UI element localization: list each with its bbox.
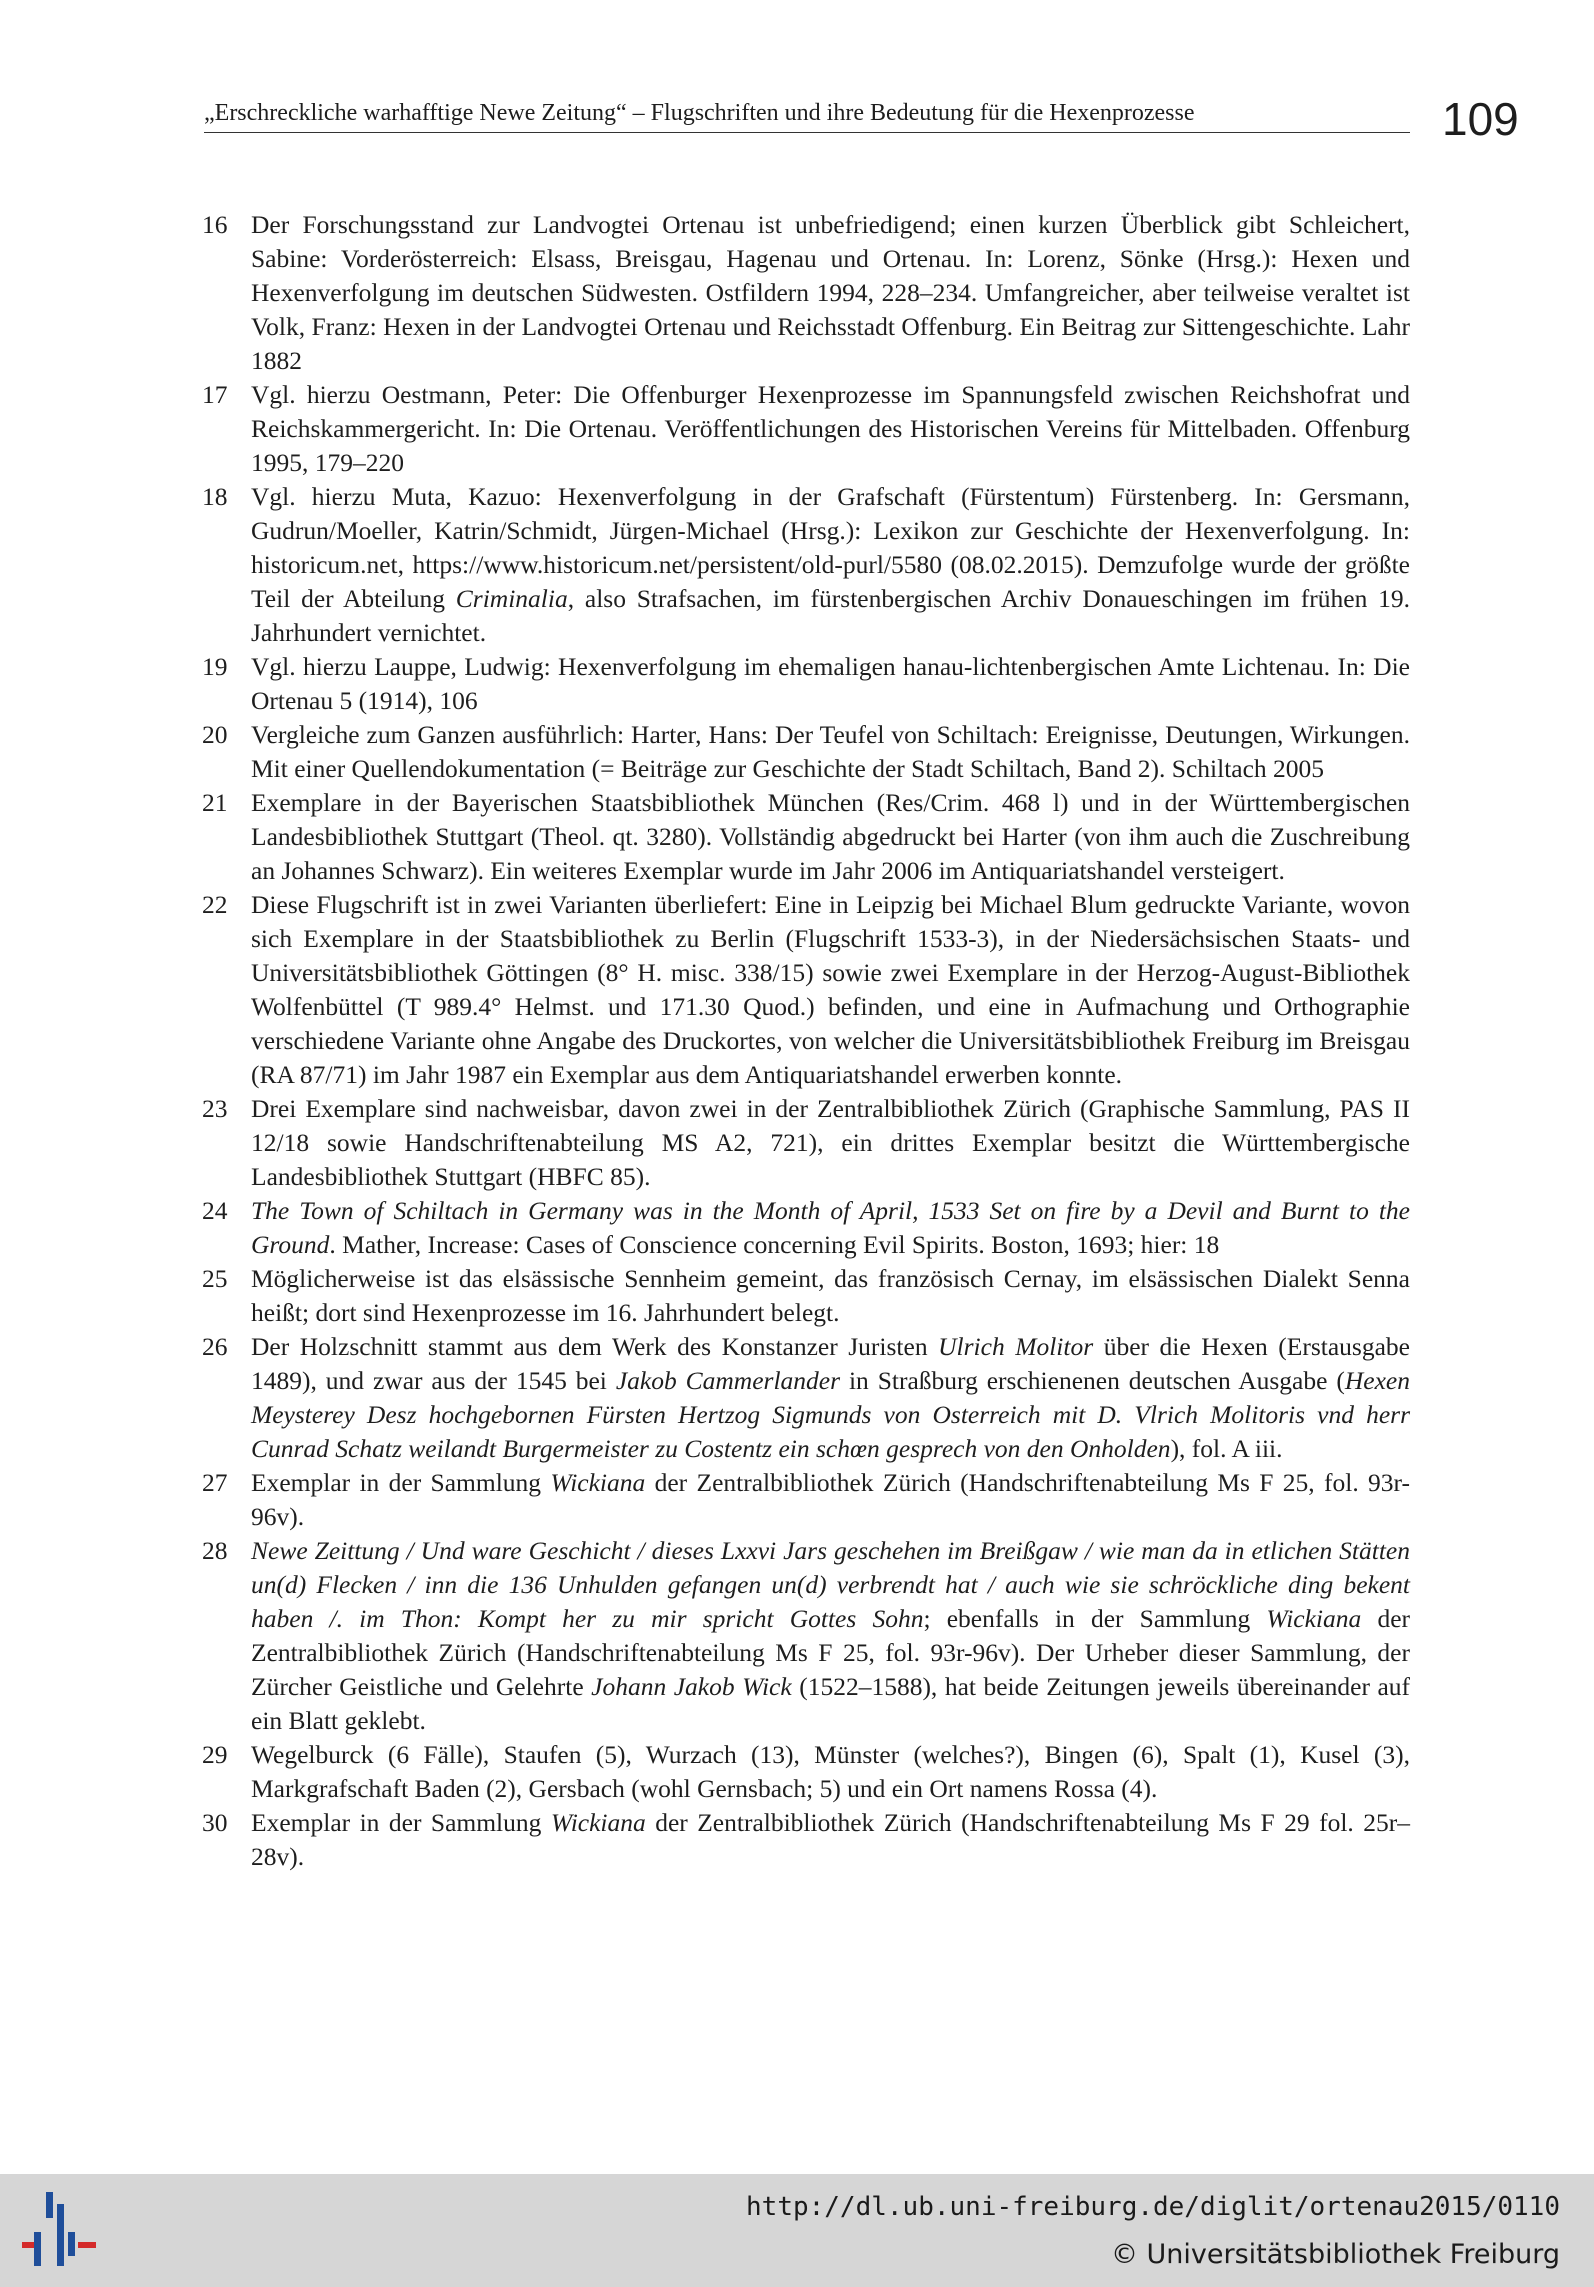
footnote-number: 29: [202, 1740, 228, 1769]
footnote-number: 23: [202, 1094, 228, 1123]
footnote-italic-segment: Ulrich Molitor: [938, 1332, 1094, 1361]
footnote: [202, 480, 1410, 650]
footnote-text: [251, 1536, 1410, 1735]
footnote-number: 28: [202, 1536, 228, 1565]
running-title: „Erschreckliche warhafftige Newe Zeitung“ – Flugschriften und ihre Bedeutung für die Hexenprozesse: [204, 98, 1410, 133]
footnote-text: [251, 890, 1410, 1089]
footnote-number: 25: [202, 1264, 228, 1293]
footnote-italic-segment: The Town of Schiltach in Germany was in the Month of April, 1533 Set on fire by a Devil and Burnt to the Ground: [251, 1196, 1410, 1259]
footnote: [202, 1738, 1410, 1806]
footnote-segment: Vergleiche zum Ganzen ausführlich: Harter, Hans: Der Teufel von Schiltach: Ereignisse, Deutungen, Wirkungen. Mit einer Quellendokumentation (= Beiträge zur Geschichte der Stadt Schiltach, Band 2). Schiltach 2005: [251, 720, 1410, 783]
footer-bar: [0, 2174, 1594, 2287]
footnote: [202, 378, 1410, 480]
footnote-segment: ), fol. A iii.: [1170, 1434, 1283, 1463]
footnote-segment: Exemplar in der Sammlung: [251, 1468, 551, 1497]
footnote-number: 21: [202, 788, 228, 817]
library-logo-icon: [20, 2190, 100, 2270]
footnote-italic-segment: Johann Jakob Wick: [591, 1672, 792, 1701]
footnote-segment: ; ebenfalls in der Sammlung: [923, 1604, 1267, 1633]
footnote-number: 26: [202, 1332, 228, 1361]
footnote-number: 30: [202, 1808, 228, 1837]
footnote: [202, 1262, 1410, 1330]
footnote-segment: der Zentralbibliothek Zürich (Handschriftenabteilung Ms F 25, fol. 93r-96v). Der Urheber dieser Sammlung, der Zürcher Geistliche und Gelehrte: [251, 1604, 1411, 1701]
footnote-segment: (1522–1588), hat beide Zeitungen jeweils übereinander auf ein Blatt geklebt.: [251, 1672, 1410, 1735]
footnote: [202, 208, 1410, 378]
footnote-segment: Wegelburck (6 Fälle), Staufen (5), Wurzach (13), Münster (welches?), Bingen (6), Spalt (1), Kusel (3), Markgrafschaft Baden (2), Gersbach (wohl Gernsbach; 5) und ein Ort namens Rossa (4).: [251, 1740, 1410, 1803]
footnote: [202, 888, 1410, 1092]
footnote-segment: Der Forschungsstand zur Landvogtei Ortenau ist unbefriedigend; einen kurzen Überblick gibt Schleichert, Sabine: Vorderösterreich: Elsass, Breisgau, Hagenau und Ortenau. In: Lorenz, Sönke (Hrsg.): Hexen und Hexenverfolgung im deutschen Südwesten. Ostfildern 1994, 228–234. Umfangreicher, aber teilweise veraltet ist Volk, Franz: Hexen in der Landvogtei Ortenau und Reichsstadt Offenburg. Ein Beitrag zur Sittengeschichte. Lahr 1882: [251, 210, 1410, 375]
footnote-number: 20: [202, 720, 228, 749]
footnote: [202, 650, 1410, 718]
footnote: [202, 1466, 1410, 1534]
footnote-segment: Drei Exemplare sind nachweisbar, davon zwei in der Zentralbibliothek Zürich (Graphische Sammlung, PAS II 12/18 sowie Handschriftenabteilung MS A2, 721), ein drittes Exemplar besitzt die Württembergische Landesbibliothek Stuttgart (HBFC 85).: [251, 1094, 1410, 1191]
footer-copyright: © Universitätsbibliothek Freiburg: [1110, 2239, 1560, 2270]
footnote-number: 17: [202, 380, 228, 409]
footnote-text: [251, 720, 1410, 783]
footnote-segment: in Straßburg erschienenen deutschen Ausgabe (: [840, 1366, 1345, 1395]
page-number: 109: [1442, 93, 1519, 145]
footnote: [202, 1194, 1410, 1262]
footnote-text: [251, 1264, 1410, 1327]
footnote-text: [251, 482, 1410, 647]
footnote-number: 27: [202, 1468, 228, 1497]
footnote: [202, 718, 1410, 786]
footnote-italic-segment: Jakob Cammerlander: [615, 1366, 841, 1395]
footnote-segment: über die Hexen (Erstausgabe 1489), und zwar aus der 1545 bei: [251, 1332, 1410, 1395]
footnote-text: [251, 380, 1410, 477]
footnote-italic-segment: Wickiana: [550, 1468, 646, 1497]
footnote-number: 16: [202, 210, 228, 239]
footnote-italic-segment: Newe Zeittung / Und ware Geschicht / dieses Lxxvi Jars geschehen im Breißgaw / wie man da in etlichen Stätten un(d) Flecken / inn die 136 Unhulden gefangen un(d) verbrendt hat / auch wie sie schröckliche ding bekent haben /. im Thon: Kompt her zu mir spricht Gottes Sohn: [251, 1536, 1410, 1633]
footnote-number: 22: [202, 890, 228, 919]
footnote-number: 18: [202, 482, 228, 511]
footnote-italic-segment: Wickiana: [1266, 1604, 1362, 1633]
footnote-text: [251, 1468, 1410, 1531]
footnote-segment: . Mather, Increase: Cases of Conscience concerning Evil Spirits. Boston, 1693; hier: 18: [329, 1230, 1220, 1259]
footnote-segment: der Zentralbibliothek Zürich (Handschriftenabteilung Ms F 29 fol. 25r–28v).: [251, 1808, 1410, 1871]
footnote-segment: Möglicherweise ist das elsässische Sennheim gemeint, das französisch Cernay, im elsässischen Dialekt Senna heißt; dort sind Hexenprozesse im 16. Jahrhundert belegt.: [251, 1264, 1410, 1327]
footnote-segment: Vgl. hierzu Lauppe, Ludwig: Hexenverfolgung im ehemaligen hanau-lichtenbergischen Amte Lichtenau. In: Die Ortenau 5 (1914), 106: [251, 652, 1410, 715]
footnote-segment: Vgl. hierzu Oestmann, Peter: Die Offenburger Hexenprozesse im Spannungsfeld zwischen Reichshofrat und Reichskammergericht. In: Die Ortenau. Veröffentlichungen des Historischen Vereins für Mittelbaden. Offenburg 1995, 179–220: [251, 380, 1410, 477]
footnote-text: [251, 1808, 1410, 1871]
footnote: [202, 786, 1410, 888]
footnote-text: [251, 652, 1410, 715]
footnote-segment: , also Strafsachen, im fürstenbergischen Archiv Donaueschingen im frühen 19. Jahrhundert vernichtet.: [251, 584, 1410, 647]
footnote-italic-segment: Criminalia: [455, 584, 568, 613]
footnote-text: [251, 788, 1410, 885]
footnote-text: [251, 1332, 1410, 1463]
footnote: [202, 1534, 1410, 1738]
footnote-text: [251, 1094, 1410, 1191]
footnote-segment: der Zentralbibliothek Zürich (Handschriftenabteilung Ms F 25, fol. 93r-96v).: [251, 1468, 1411, 1531]
footnote: [202, 1806, 1410, 1874]
footnote-italic-segment: Wickiana: [550, 1808, 646, 1837]
footnote-number: 19: [202, 652, 228, 681]
footnote-text: [251, 1196, 1410, 1259]
footnote-segment: Exemplare in der Bayerischen Staatsbibliothek München (Res/Crim. 468 l) und in der Württembergischen Landesbibliothek Stuttgart (Theol. qt. 3280). Vollständig abgedruckt bei Harter (von ihm auch die Zuschreibung an Johannes Schwarz). Ein weiteres Exemplar wurde im Jahr 2006 im Antiquariatshandel versteigert.: [251, 788, 1410, 885]
footer-url[interactable]: http://dl.ub.uni-freiburg.de/diglit/ortenau2015/0110: [746, 2192, 1560, 2222]
footnote-segment: Exemplar in der Sammlung: [251, 1808, 551, 1837]
footnotes-list: [202, 208, 1410, 1874]
footnote-text: [251, 210, 1410, 375]
footnote: [202, 1330, 1410, 1466]
footnote-italic-segment: Hexen Meysterey Desz hochgebornen Fürsten Hertzog Sigmunds von Osterreich mit D. Vlrich Molitoris vnd herr Cunrad Schatz weilandt Burgermeister zu Costentz ein schœn gesprech von den Onholden: [251, 1366, 1410, 1463]
footnote-number: 24: [202, 1196, 228, 1225]
footnote: [202, 1092, 1410, 1194]
footnote-segment: Vgl. hierzu Muta, Kazuo: Hexenverfolgung in der Grafschaft (Fürstentum) Fürstenberg. In: Gersmann, Gudrun/Moeller, Katrin/Schmidt, Jürgen-Michael (Hrsg.): Lexikon zur Geschichte der Hexenverfolgung. In: historicum.net, https://www.historicum.net/persistent/old-purl/5580 (08.02.2015). Demzufolge wurde der größte Teil der Abteilung: [251, 482, 1410, 613]
footnote-segment: Der Holzschnitt stammt aus dem Werk des Konstanzer Juristen: [251, 1332, 939, 1361]
footnote-segment: Diese Flugschrift ist in zwei Varianten überliefert: Eine in Leipzig bei Michael Blum gedruckte Variante, wovon sich Exemplare in der Staatsbibliothek zu Berlin (Flugschrift 1533-3), in der Niedersächsischen Staats- und Universitätsbibliothek Göttingen (8° H. misc. 338/15) sowie zwei Exemplare in der Herzog-August-Bibliothek Wolfenbüttel (T 989.4° Helmst. und 171.30 Quod.) befinden, und eine in Aufmachung und Orthographie verschiedene Variante ohne Angabe des Druckortes, von welcher die Universitätsbibliothek Freiburg im Breisgau (RA 87/71) im Jahr 1987 ein Exemplar aus dem Antiquariatshandel erwerben konnte.: [251, 890, 1410, 1089]
footnote-text: [251, 1740, 1410, 1803]
